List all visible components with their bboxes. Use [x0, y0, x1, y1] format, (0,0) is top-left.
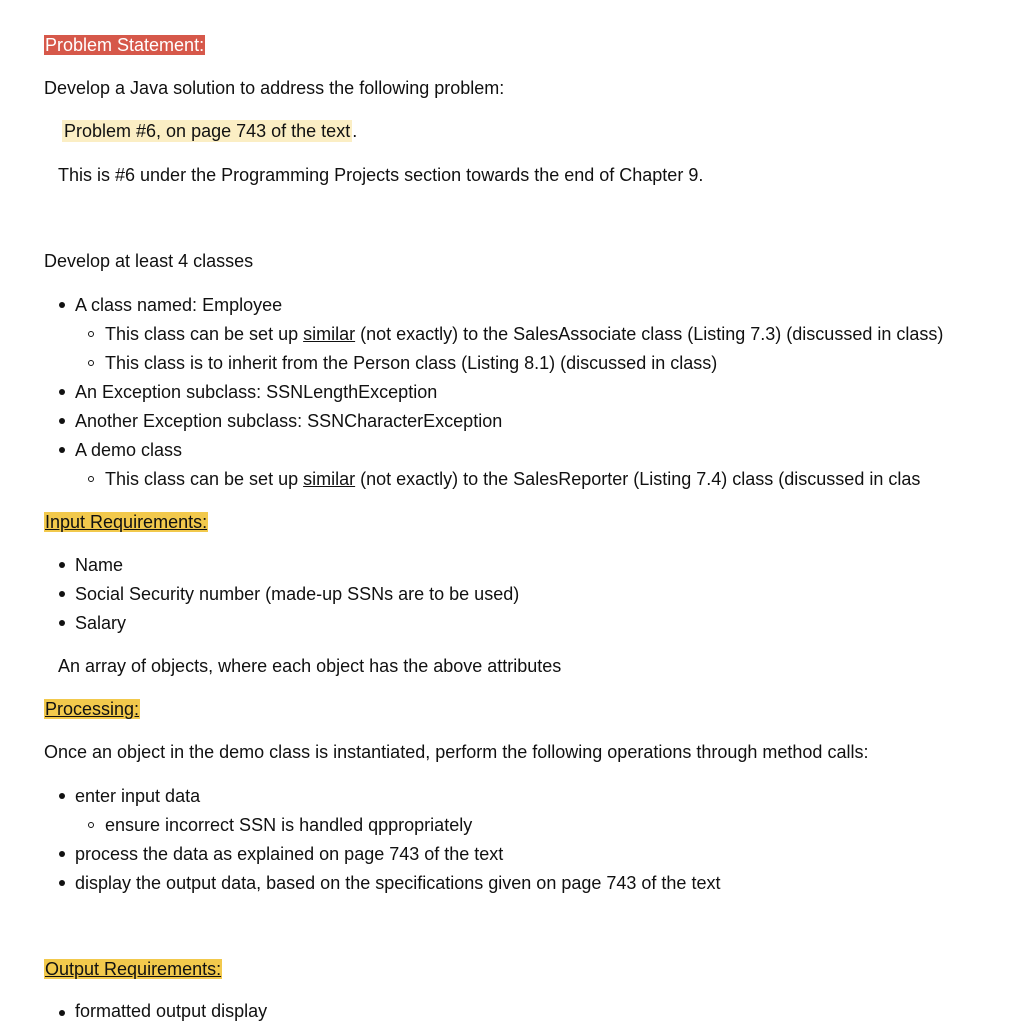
processing-item-display-output: display the output data, based on the specifications given on page 743 of the text: [75, 873, 721, 893]
input-summary: An array of objects, where each object has the above attributes: [58, 656, 562, 676]
output-requirements-heading: Output Requirements:: [45, 959, 222, 979]
processing-sub-item-ssn: ensure incorrect SSN is handled qppropriately: [105, 815, 473, 835]
bullet-icon: [59, 447, 65, 453]
list-item-employee: A class named: Employee: [75, 295, 283, 315]
problem-note: This is #6 under the Programming Projects section towards the end of Chapter 9.: [58, 165, 704, 185]
processing-item-process-data: process the data as explained on page 743 of the text: [75, 844, 504, 864]
circle-bullet-icon: [88, 476, 94, 482]
bullet-icon: [59, 302, 65, 308]
bullet-icon: [59, 851, 65, 857]
bullet-icon: [59, 620, 65, 626]
sub-item-employee-inherit: This class is to inherit from the Person class (Listing 8.1) (discussed in class): [105, 353, 718, 373]
processing-item-enter-input: enter input data: [75, 786, 201, 806]
output-item-partial: formatted output display: [75, 1001, 268, 1021]
input-requirements-heading: Input Requirements:: [45, 512, 208, 532]
sub-item-employee-similar: This class can be set up similar (not exactly) to the SalesAssociate class (Listing 7.3) (discussed in class): [105, 324, 944, 344]
problem-statement-heading: Problem Statement:: [45, 35, 205, 55]
processing-intro: Once an object in the demo class is instantiated, perform the following operations through method calls:: [44, 742, 869, 762]
classes-intro: Develop at least 4 classes: [44, 251, 254, 271]
list-item-demo-class: A demo class: [75, 440, 183, 460]
sub-item-demo-similar: This class can be set up similar (not exactly) to the SalesReporter (Listing 7.4) class (discussed in clas: [105, 469, 921, 489]
bullet-icon: [59, 1010, 65, 1016]
list-item-ssn-character-exception: Another Exception subclass: SSNCharacterException: [75, 411, 503, 431]
bullet-icon: [59, 389, 65, 395]
bullet-icon: [59, 880, 65, 886]
input-item-salary: Salary: [75, 613, 127, 633]
circle-bullet-icon: [88, 822, 94, 828]
input-item-name: Name: [75, 555, 124, 575]
problem-reference: Problem #6, on page 743 of the text .: [64, 121, 358, 141]
bullet-icon: [59, 418, 65, 424]
bullet-icon: [59, 562, 65, 568]
bullet-icon: [59, 591, 65, 597]
circle-bullet-icon: [88, 360, 94, 366]
input-item-ssn: Social Security number (made-up SSNs are to be used): [75, 584, 520, 604]
list-item-ssn-length-exception: An Exception subclass: SSNLengthException: [75, 382, 438, 402]
circle-bullet-icon: [88, 331, 94, 337]
problem-intro: Develop a Java solution to address the following problem:: [44, 78, 505, 98]
bullet-icon: [59, 793, 65, 799]
processing-heading: Processing:: [45, 699, 140, 719]
